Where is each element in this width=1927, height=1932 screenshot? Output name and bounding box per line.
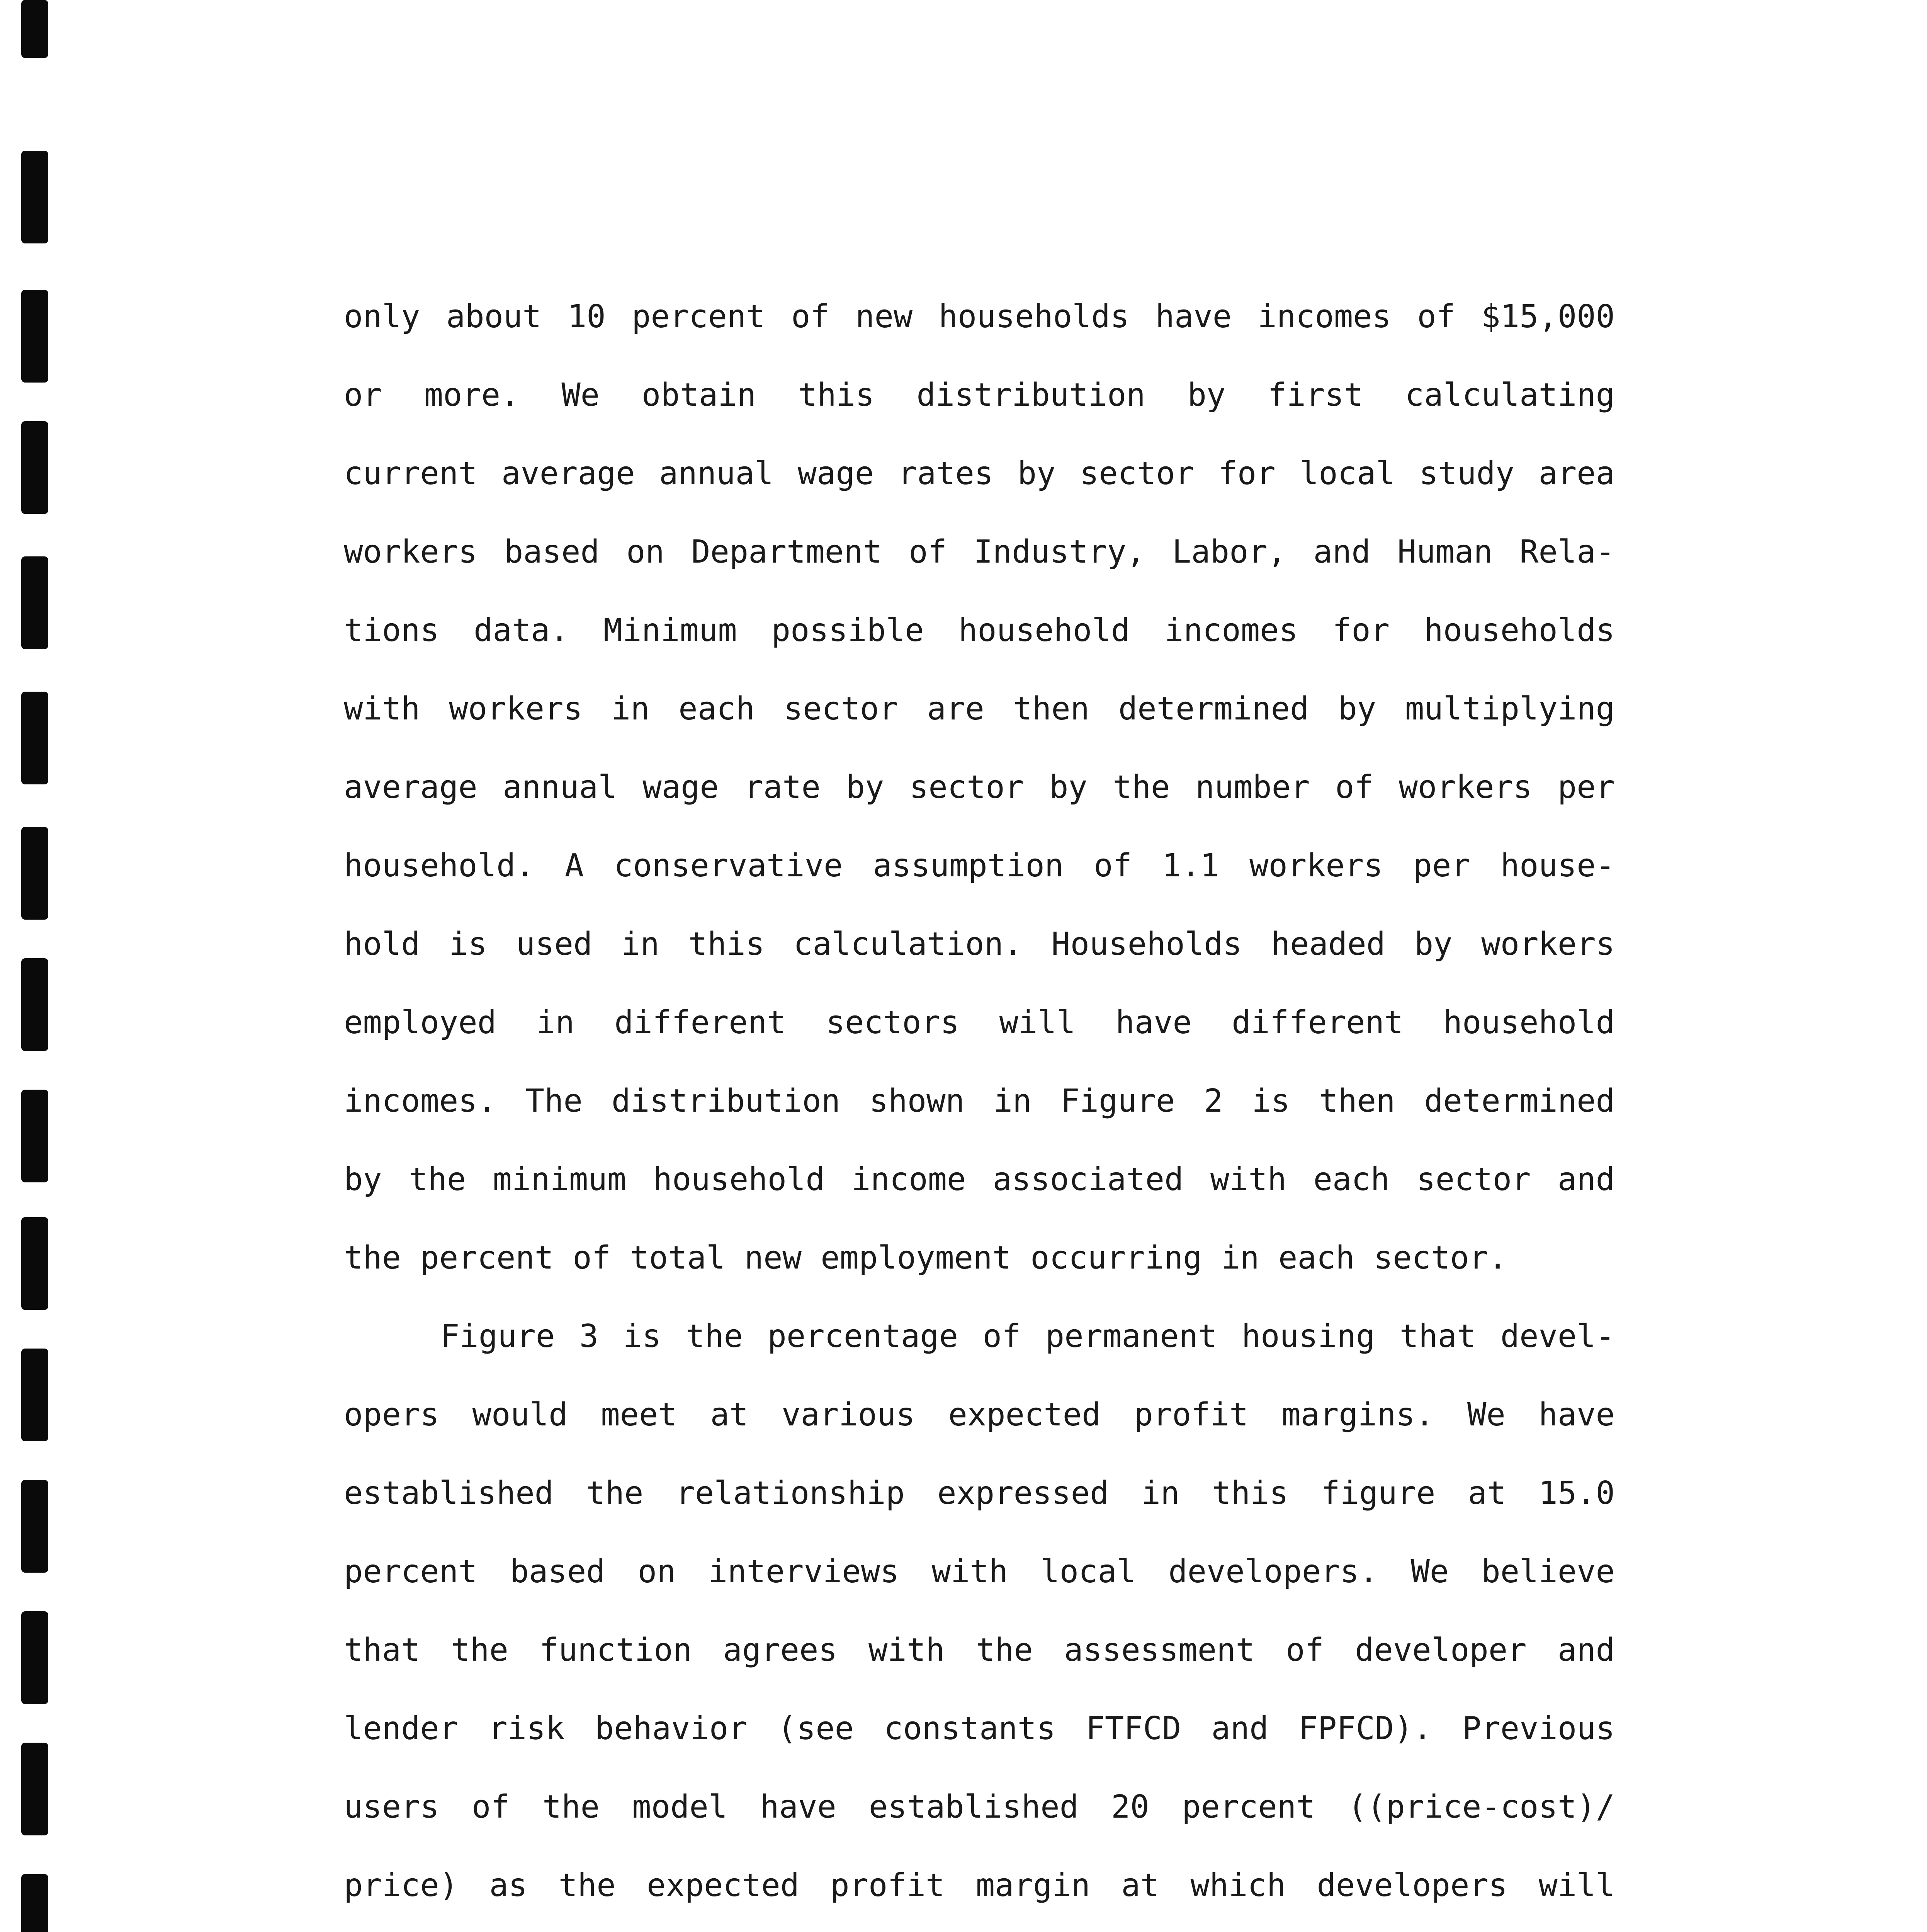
binding-hole — [21, 1217, 48, 1310]
text-line: with workers in each sector are then determined by multiplying — [344, 690, 1615, 727]
text-line: average annual wage rate by sector by the number of workers per — [344, 769, 1615, 806]
text-line: price) as the expected profit margin at which developers will — [344, 1867, 1615, 1904]
text-line: lender risk behavior (see constants FTFCD and FPFCD). Previous — [344, 1710, 1615, 1747]
binding-hole — [21, 1090, 48, 1182]
binding-hole — [21, 692, 48, 784]
binding-strip — [21, 0, 48, 1932]
text-line: hold is used in this calculation. Households headed by workers — [344, 926, 1615, 963]
text-line: percent based on interviews with local developers. We believe — [344, 1553, 1615, 1590]
text-line: incomes. The distribution shown in Figure 2 is then determined — [344, 1083, 1615, 1119]
text-line: users of the model have established 20 percent ((price-cost)/ — [344, 1789, 1615, 1825]
binding-hole — [21, 290, 48, 383]
text-line: by the minimum household income associated with each sector and — [344, 1161, 1615, 1198]
binding-hole — [21, 827, 48, 920]
binding-hole — [21, 1874, 48, 1932]
text-line: that the function agrees with the assessment of developer and — [344, 1632, 1615, 1668]
text-line: current average annual wage rates by sector for local study area — [344, 455, 1615, 492]
text-line: household. A conservative assumption of 1.1 workers per house- — [344, 847, 1615, 884]
binding-hole — [21, 1743, 48, 1835]
binding-hole — [21, 958, 48, 1051]
text-line: established the relationship expressed in this figure at 15.0 — [344, 1475, 1615, 1512]
text-line: employed in different sectors will have different household — [344, 1004, 1615, 1041]
binding-hole — [21, 556, 48, 649]
binding-hole — [21, 151, 48, 243]
text-line: tions data. Minimum possible household incomes for households — [344, 612, 1615, 649]
text-line: Figure 3 is the percentage of permanent housing that devel- — [440, 1318, 1615, 1355]
page-body — [344, 298, 1615, 1932]
text-line: the percent of total new employment occurring in each sector. — [344, 1240, 1507, 1276]
text-line: only about 10 percent of new households have incomes of $15,000 — [344, 298, 1615, 335]
binding-hole — [21, 1349, 48, 1441]
binding-hole — [21, 0, 48, 58]
text-line: or more. We obtain this distribution by first calculating — [344, 377, 1615, 413]
binding-hole — [21, 1611, 48, 1704]
binding-hole — [21, 1480, 48, 1573]
text-line: opers would meet at various expected profit margins. We have — [344, 1396, 1615, 1433]
text-line: workers based on Department of Industry, Labor, and Human Rela- — [344, 534, 1615, 570]
binding-hole — [21, 421, 48, 514]
